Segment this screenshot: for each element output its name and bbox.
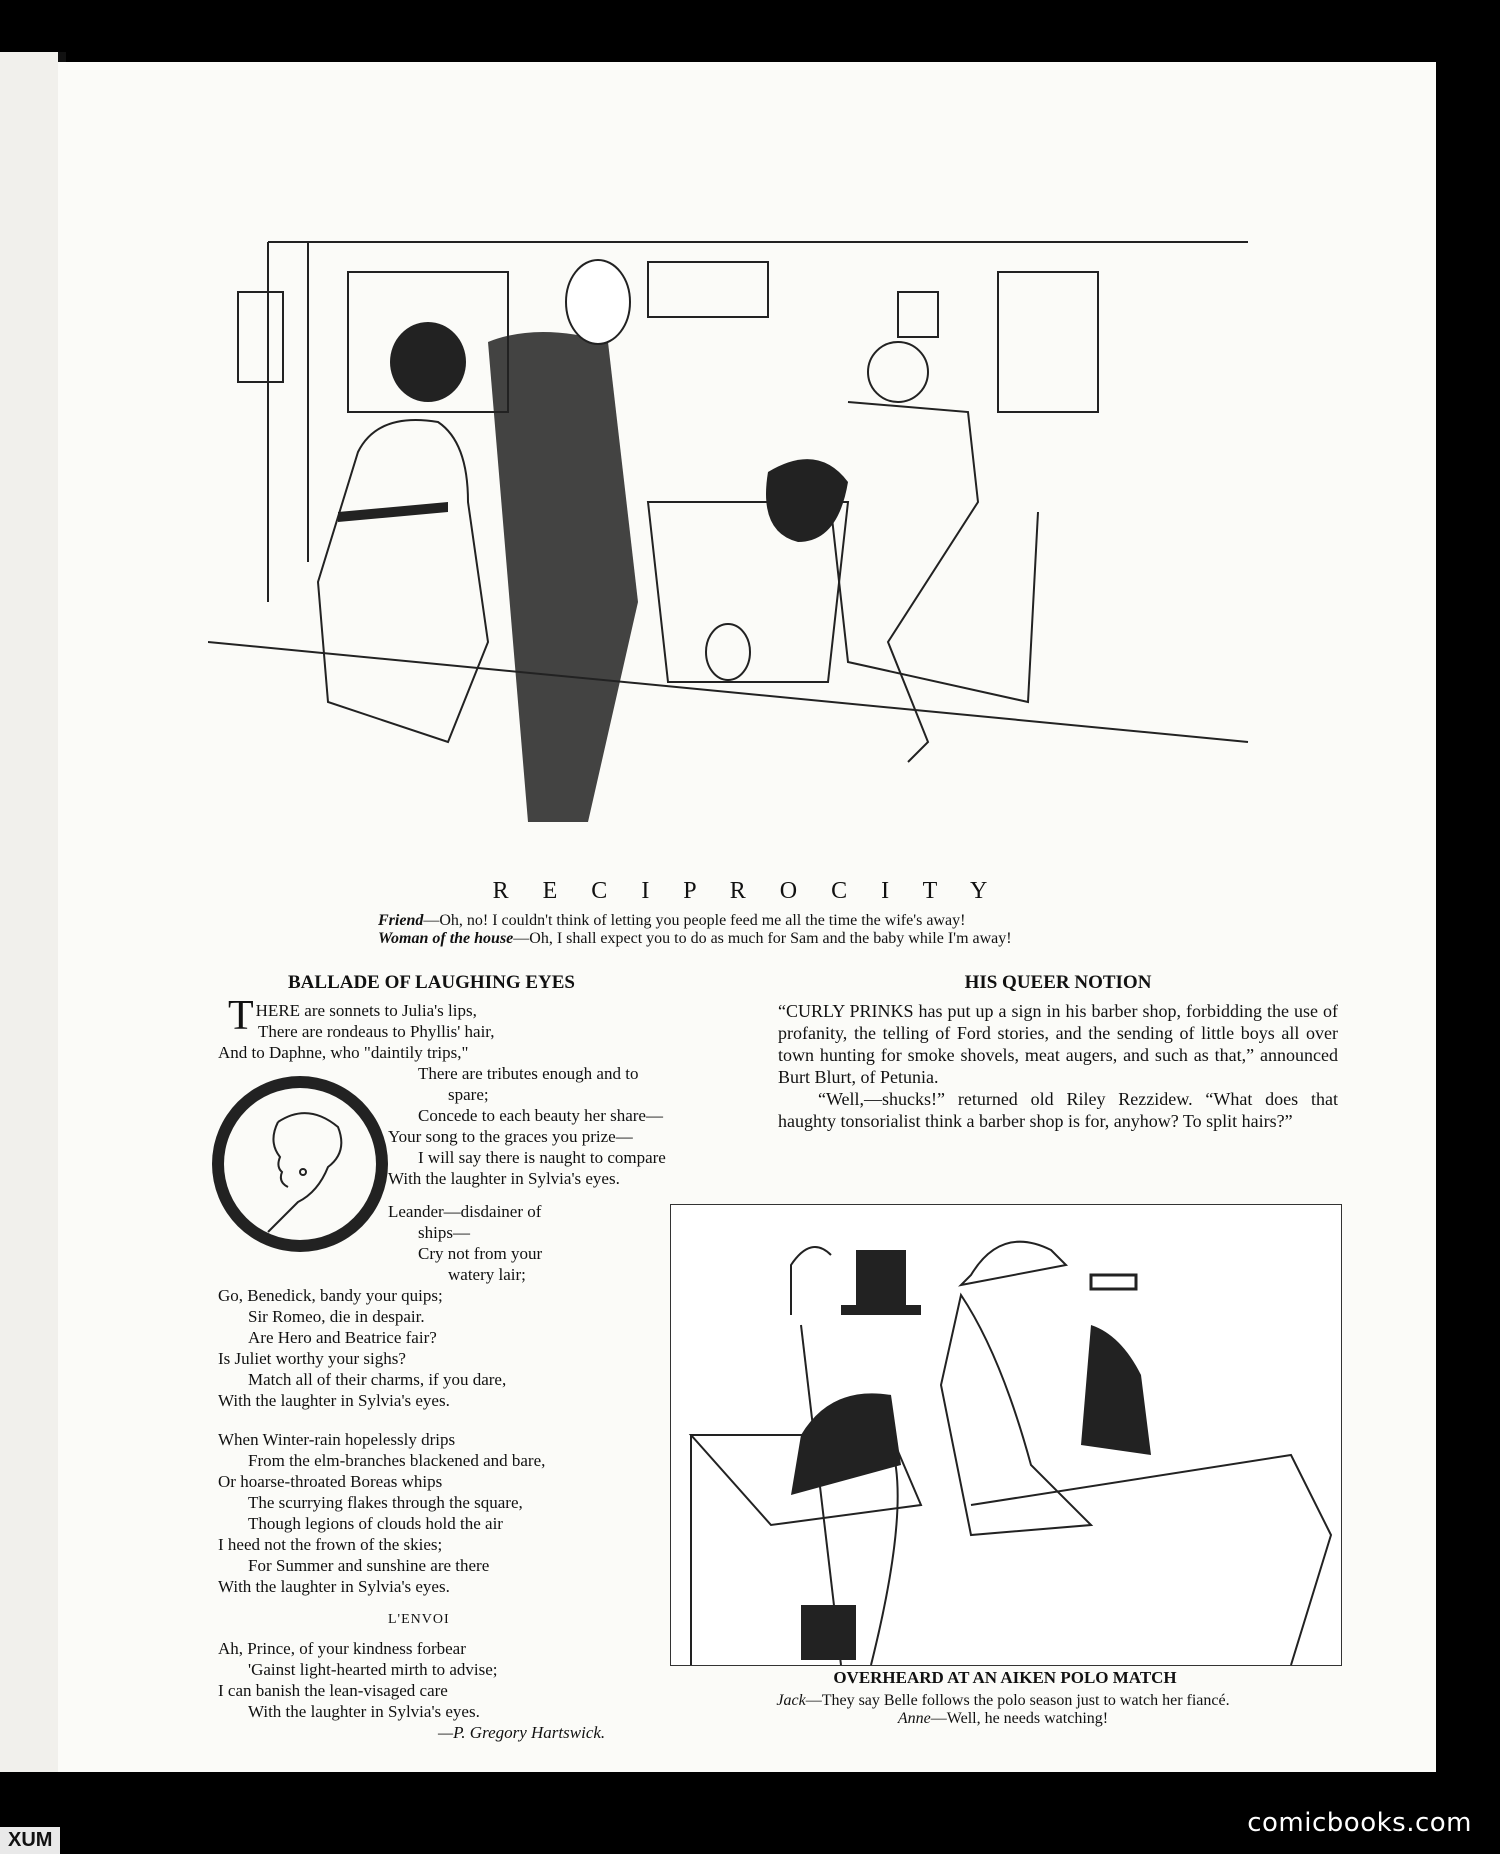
poem-line: There are rondeaus to Phyllis' hair, (258, 1022, 495, 1041)
poem-line: Leander—disdainer of (388, 1202, 542, 1221)
speaker-label: Jack (776, 1692, 806, 1709)
poem-line: With the laughter in Sylvia's eyes. (218, 1577, 450, 1596)
poem-line: I will say there is naught to compare (418, 1148, 666, 1167)
poem-line: Is Juliet worthy your sighs? (218, 1349, 406, 1368)
polo-match-illustration (670, 1204, 1342, 1666)
poem-line: Sir Romeo, die in despair. (248, 1307, 425, 1326)
poem-line: When Winter-rain hopelessly drips (218, 1430, 456, 1449)
speaker-label: Anne (897, 1710, 931, 1727)
caption-text: —Oh, no! I couldn't think of letting you people feed me all the time the wife's away! (423, 912, 966, 929)
envoi-line: Ah, Prince, of your kindness forbear (218, 1639, 466, 1658)
poem-line: Cry not from your (418, 1244, 543, 1263)
poem-line: watery lair; (448, 1265, 526, 1284)
poem-line: From the elm-branches blackened and bare, (248, 1451, 546, 1470)
caption-text: —Oh, I shall expect you to do as much for Sam and the baby while I'm away! (513, 930, 1012, 947)
magazine-page (58, 62, 1436, 1772)
envoi-line: I can banish the lean-visaged care (218, 1681, 448, 1700)
poem-line: Though legions of clouds hold the air (248, 1514, 503, 1533)
poem-line: With the laughter in Sylvia's eyes. (218, 1391, 450, 1410)
caption-text: —Well, he needs watching! (930, 1710, 1109, 1727)
poem-line: I heed not the frown of the skies; (218, 1535, 443, 1554)
page-title: R E C I P R O C I T Y (492, 878, 1002, 904)
portrait-medallion-illustration (208, 1072, 392, 1256)
poem-line: Go, Benedick, bandy your quips; (218, 1286, 443, 1305)
polo-caption (763, 1692, 1243, 1728)
drop-cap: T (228, 993, 254, 1039)
poem-line: Match all of their charms, if you dare, (248, 1370, 507, 1389)
poem-line: Your song to the graces you prize— (388, 1127, 633, 1146)
poem-line: And to Daphne, who "daintily trips," (218, 1043, 469, 1062)
caption-line-friend (378, 912, 1118, 930)
envoi-line: 'Gainst light-hearted mirth to advise; (248, 1660, 498, 1679)
speaker-label: Friend (378, 912, 424, 929)
poem-line: With the laughter in Sylvia's eyes. (388, 1169, 620, 1188)
story-paragraph: “Well,—shucks!” returned old Riley Rezzidew. “What does that haughty tonsorialist think a barber shop is for, anyhow? To split hairs?” (778, 1089, 1338, 1131)
reciprocity-illustration (208, 182, 1288, 882)
envoi-line: With the laughter in Sylvia's eyes. (248, 1702, 480, 1721)
caption-line-woman (378, 930, 1118, 948)
poem-line: There are tributes enough and to (418, 1064, 639, 1083)
poem-line: ships— (418, 1223, 470, 1242)
envoi-heading: L'ENVOI (388, 1612, 450, 1627)
story-heading: HIS QUEER NOTION (964, 972, 1152, 993)
scan-corner-tag: XUM (0, 1827, 60, 1854)
adjacent-page-spine (0, 52, 66, 1772)
polo-caption-title: OVERHEARD AT AN AIKEN POLO MATCH (833, 1668, 1177, 1687)
poem-author: —P. Gregory Hartswick. (438, 1723, 606, 1742)
poem-line: Concede to each beauty her share— (418, 1106, 663, 1125)
caption-text: —They say Belle follows the polo season just to watch her fiancé. (805, 1692, 1230, 1709)
poem-line: The scurrying flakes through the square, (248, 1493, 523, 1512)
poem-line: Or hoarse-throated Boreas whips (218, 1472, 443, 1491)
ballade-heading: BALLADE OF LAUGHING EYES (288, 972, 575, 993)
story-paragraph: “CURLY PRINKS has put up a sign in his barber shop, forbidding the use of profanity, the telling of Ford stories, and the sending of little boys all over town hunting for smoke shovels, meat augers, and such as that,” announced Burt Blurt, of Petunia. (778, 1001, 1338, 1087)
speaker-label: Woman of the house (378, 930, 514, 947)
site-watermark: comicbooks.com (1247, 1808, 1472, 1838)
poem-line: For Summer and sunshine are there (248, 1556, 490, 1575)
poem-line: spare; (448, 1085, 489, 1104)
queer-notion-column (778, 972, 1338, 1132)
poem-line: HERE are sonnets to Julia's lips, (255, 1001, 477, 1020)
poem-line: Are Hero and Beatrice fair? (248, 1328, 437, 1347)
